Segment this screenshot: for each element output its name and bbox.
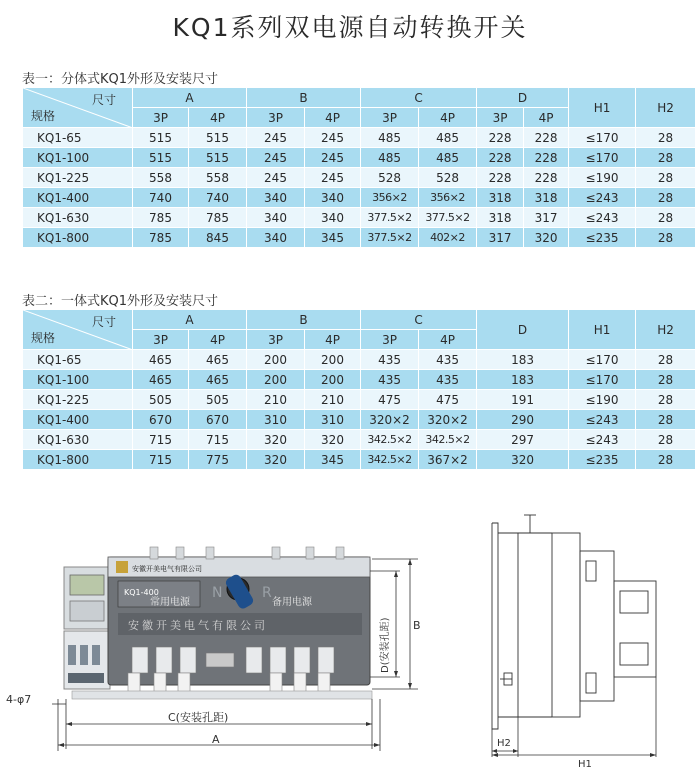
table-cell: 485: [361, 128, 419, 148]
table-cell: 245: [247, 128, 305, 148]
table1-sub-header: 3P: [361, 108, 419, 128]
table2-sub-header: 4P: [189, 330, 247, 350]
table2-model-cell: KQ1-400: [23, 410, 133, 430]
table-cell: 435: [419, 370, 477, 390]
table1-model-cell: KQ1-65: [23, 128, 133, 148]
company-logo-icon: [116, 561, 128, 573]
table-cell: 200: [247, 350, 305, 370]
table1-sub-header: 4P: [305, 108, 361, 128]
table1-corner-cell: [23, 88, 133, 128]
page-title: KQ1系列双电源自动转换开关: [172, 13, 528, 42]
table-cell: 318: [524, 188, 569, 208]
table-cell: 200: [305, 370, 361, 390]
table1-corner-model-label: 规格: [31, 109, 56, 123]
faceplate-brand-label: 安徽开美电气有限公司: [128, 619, 268, 632]
table-cell: 320×2: [361, 410, 419, 430]
table-cell: 340: [247, 208, 305, 228]
table-cell: 740: [133, 188, 189, 208]
table-cell: 28: [636, 410, 696, 430]
table-cell: ≤235: [569, 450, 636, 470]
table1-sub-header: 4P: [189, 108, 247, 128]
table-cell: 245: [247, 168, 305, 188]
table1-header-h2: H2: [636, 88, 696, 128]
table1-group-c: C: [361, 88, 477, 108]
table-cell: 183: [477, 350, 569, 370]
table-cell: 485: [361, 148, 419, 168]
table-cell: 342.5×2: [419, 430, 477, 450]
table1-group-a: A: [133, 88, 247, 108]
table-cell: 775: [189, 450, 247, 470]
table-cell: 317: [477, 228, 524, 248]
table2-header-h1: H1: [569, 310, 636, 350]
table-cell: 191: [477, 390, 569, 410]
table-cell: 28: [636, 390, 696, 410]
table1-model-cell: KQ1-400: [23, 188, 133, 208]
table2-corner-size-label: 尺寸: [91, 315, 116, 329]
table-cell: 505: [133, 390, 189, 410]
table-cell: 200: [247, 370, 305, 390]
side-view-outline: [492, 515, 656, 729]
table-cell: 228: [477, 148, 524, 168]
table-cell: 28: [636, 168, 696, 188]
letter-n-label: N: [212, 585, 223, 601]
controller-module: [64, 567, 110, 689]
table-cell: ≤243: [569, 410, 636, 430]
table2-sub-header: 3P: [361, 330, 419, 350]
table-cell: 465: [189, 370, 247, 390]
device-model-label: KQ1-400: [124, 588, 159, 597]
table2-model-cell: KQ1-65: [23, 350, 133, 370]
table-cell: 317: [524, 208, 569, 228]
table1-split-type-dimensions: [22, 87, 696, 248]
table-cell: 320: [524, 228, 569, 248]
table-cell: 28: [636, 450, 696, 470]
table-cell: 515: [133, 148, 189, 168]
table-cell: 28: [636, 430, 696, 450]
table-cell: 28: [636, 208, 696, 228]
table1-group-b: B: [247, 88, 361, 108]
table-row: [23, 450, 696, 470]
table2-corner-model-label: 规格: [31, 331, 56, 345]
table-cell: 228: [477, 128, 524, 148]
table-cell: 558: [133, 168, 189, 188]
table2-sub-header: 4P: [419, 330, 477, 350]
table2-model-cell: KQ1-800: [23, 450, 133, 470]
table-cell: 377.5×2: [361, 208, 419, 228]
table-cell: 320: [247, 450, 305, 470]
dim-d-label: D(安装孔距): [380, 617, 391, 673]
table-cell: 28: [636, 228, 696, 248]
table1-model-cell: KQ1-225: [23, 168, 133, 188]
table-cell: 785: [189, 208, 247, 228]
table2-model-cell: KQ1-100: [23, 370, 133, 390]
backup-power-label: 备用电源: [272, 597, 312, 608]
table-cell: 245: [305, 148, 361, 168]
table-cell: 435: [361, 370, 419, 390]
table-cell: 245: [305, 128, 361, 148]
table-cell: 340: [305, 208, 361, 228]
table2-model-cell: KQ1-225: [23, 390, 133, 410]
device-company-label: 安徽开美电气有限公司: [132, 565, 202, 573]
table2-integrated-type-dimensions: [22, 309, 696, 470]
normal-power-label: 常用电源: [150, 597, 190, 608]
table-row: [23, 168, 696, 188]
table1-sub-header: 4P: [419, 108, 477, 128]
table-row: [23, 228, 696, 248]
table-cell: 715: [189, 430, 247, 450]
table2-group-b: B: [247, 310, 361, 330]
table-cell: 528: [361, 168, 419, 188]
table-cell: 356×2: [361, 188, 419, 208]
side-dimension-arrows: [492, 749, 656, 757]
table-cell: 342.5×2: [361, 450, 419, 470]
table-cell: 485: [419, 128, 477, 148]
table-cell: 200: [305, 350, 361, 370]
table-cell: 297: [477, 430, 569, 450]
table-cell: ≤170: [569, 350, 636, 370]
table2-sub-header: 3P: [133, 330, 189, 350]
table-cell: 228: [524, 168, 569, 188]
table-cell: 475: [419, 390, 477, 410]
table-cell: 670: [189, 410, 247, 430]
table-cell: ≤243: [569, 430, 636, 450]
table-cell: 785: [133, 208, 189, 228]
table-cell: ≤190: [569, 390, 636, 410]
table-cell: 228: [524, 128, 569, 148]
table1-model-cell: KQ1-100: [23, 148, 133, 168]
dim-h2-label: H2: [497, 738, 511, 749]
table-cell: 245: [247, 148, 305, 168]
table-cell: 340: [247, 228, 305, 248]
table-cell: ≤170: [569, 128, 636, 148]
table-cell: 670: [133, 410, 189, 430]
letter-r-label: R: [262, 585, 272, 601]
table-cell: 377.5×2: [419, 208, 477, 228]
table-cell: 465: [189, 350, 247, 370]
table2-caption: 表二：一体式KQ1外形及安装尺寸: [22, 294, 219, 309]
table-cell: 28: [636, 128, 696, 148]
table-cell: 475: [361, 390, 419, 410]
dim-c-label: C(安装孔距): [168, 711, 229, 724]
table-cell: 845: [189, 228, 247, 248]
table-cell: ≤243: [569, 188, 636, 208]
table-cell: 740: [189, 188, 247, 208]
dim-a-label: A: [212, 733, 220, 746]
table-row: [23, 430, 696, 450]
table-row: [23, 188, 696, 208]
mounting-plate: [72, 691, 372, 699]
table-cell: 320×2: [419, 410, 477, 430]
table-cell: 367×2: [419, 450, 477, 470]
table-cell: 210: [247, 390, 305, 410]
table-cell: 342.5×2: [361, 430, 419, 450]
table1-caption: 表一：分体式KQ1外形及安装尺寸: [22, 72, 219, 87]
table2-corner-cell: [23, 310, 133, 350]
table-cell: 505: [189, 390, 247, 410]
table-cell: 318: [477, 208, 524, 228]
table-cell: 290: [477, 410, 569, 430]
table-cell: 310: [305, 410, 361, 430]
dim-b-label: B: [413, 619, 421, 632]
table-cell: 340: [305, 188, 361, 208]
table-cell: 356×2: [419, 188, 477, 208]
table-cell: ≤170: [569, 148, 636, 168]
table-cell: 435: [419, 350, 477, 370]
table-cell: 318: [477, 188, 524, 208]
table-cell: 310: [247, 410, 305, 430]
table2-group-c: C: [361, 310, 477, 330]
table-cell: 183: [477, 370, 569, 390]
table-cell: ≤190: [569, 168, 636, 188]
table2-model-cell: KQ1-630: [23, 430, 133, 450]
table-cell: 228: [477, 168, 524, 188]
table-cell: 715: [133, 430, 189, 450]
table1-model-cell: KQ1-630: [23, 208, 133, 228]
table1-group-d: D: [477, 88, 569, 108]
table-cell: 28: [636, 188, 696, 208]
table1-header-h1: H1: [569, 88, 636, 128]
table-cell: 715: [133, 450, 189, 470]
table2-sub-header: 4P: [305, 330, 361, 350]
table-cell: 340: [247, 188, 305, 208]
table2-header-d: D: [477, 310, 569, 350]
table-cell: 465: [133, 350, 189, 370]
table-cell: 515: [189, 128, 247, 148]
product-dimension-drawing: [0, 505, 700, 770]
hole-spec-label: 4-φ7: [6, 693, 32, 706]
table-row: [23, 128, 696, 148]
table-cell: 210: [305, 390, 361, 410]
table-cell: ≤235: [569, 228, 636, 248]
table-cell: 558: [189, 168, 247, 188]
table-cell: ≤243: [569, 208, 636, 228]
table-cell: 435: [361, 350, 419, 370]
table-cell: 345: [305, 450, 361, 470]
table-cell: ≤170: [569, 370, 636, 390]
table-cell: 320: [305, 430, 361, 450]
dim-h1-label: H1: [578, 759, 592, 770]
switch-body: [108, 547, 370, 695]
table2-group-a: A: [133, 310, 247, 330]
table-row: [23, 350, 696, 370]
table-cell: 28: [636, 370, 696, 390]
table-cell: 515: [133, 128, 189, 148]
table-row: [23, 390, 696, 410]
table1-sub-header: 3P: [247, 108, 305, 128]
table-row: [23, 148, 696, 168]
table-cell: 28: [636, 148, 696, 168]
table1-sub-header: 4P: [524, 108, 569, 128]
table-cell: 320: [247, 430, 305, 450]
table-cell: 528: [419, 168, 477, 188]
table-cell: 785: [133, 228, 189, 248]
table-cell: 320: [477, 450, 569, 470]
table-cell: 228: [524, 148, 569, 168]
table-cell: 515: [189, 148, 247, 168]
table2-header-h2: H2: [636, 310, 696, 350]
table-row: [23, 208, 696, 228]
table-cell: 377.5×2: [361, 228, 419, 248]
table2-sub-header: 3P: [247, 330, 305, 350]
table1-model-cell: KQ1-800: [23, 228, 133, 248]
table-row: [23, 370, 696, 390]
table1-sub-header: 3P: [477, 108, 524, 128]
table-cell: 402×2: [419, 228, 477, 248]
table-cell: 245: [305, 168, 361, 188]
table1-sub-header: 3P: [133, 108, 189, 128]
table-cell: 485: [419, 148, 477, 168]
table-cell: 465: [133, 370, 189, 390]
table1-corner-size-label: 尺寸: [91, 93, 116, 107]
table-cell: 28: [636, 350, 696, 370]
table-cell: 345: [305, 228, 361, 248]
table-row: [23, 410, 696, 430]
